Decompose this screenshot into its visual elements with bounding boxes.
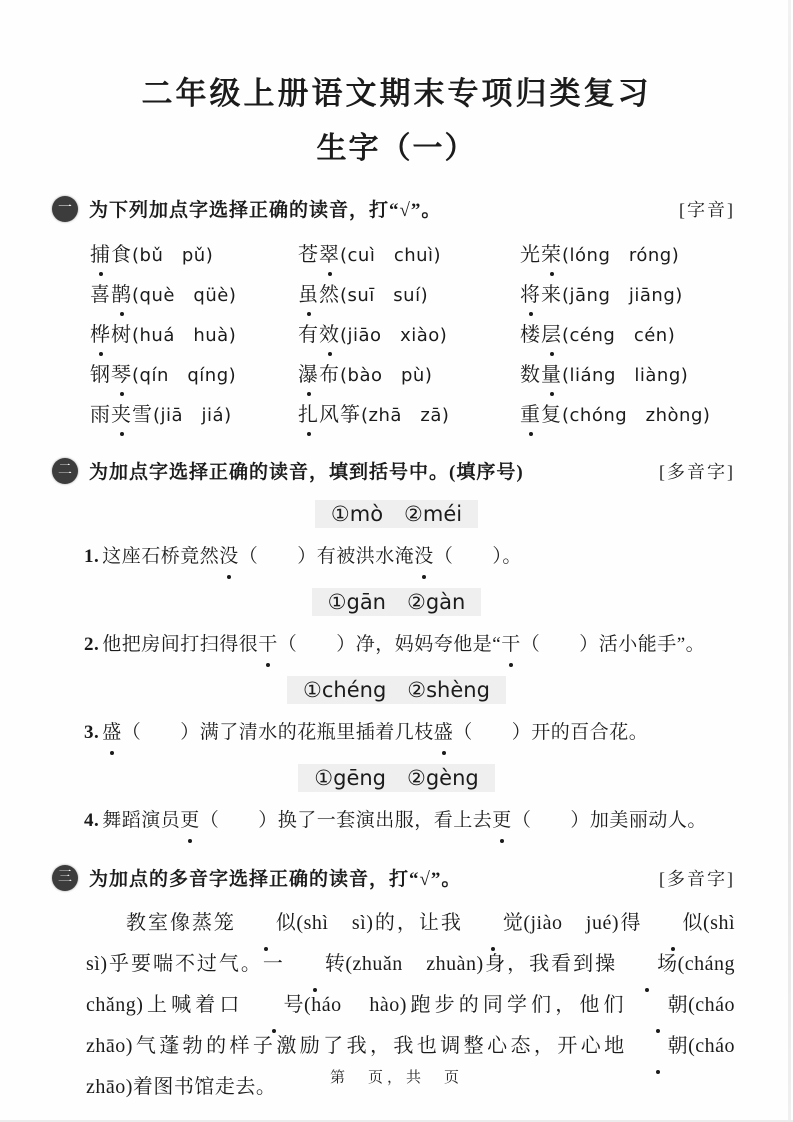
word-item [298, 362, 520, 389]
word-item [520, 242, 753, 269]
word-post: 食 [111, 244, 132, 266]
page-title: 二年级上册语文期末专项归类复习 [141, 76, 652, 111]
fill-in-sentence [84, 542, 737, 572]
pinyin-options-line [0, 674, 793, 704]
word-pinyin-options: (bǔ pǔ) [132, 245, 214, 266]
paragraph-dotted-char: 转 [285, 944, 346, 985]
word-pre: 数 [520, 364, 541, 386]
paragraph-dotted-char: 似 [236, 903, 297, 944]
page-subtitle: 生字（一） [316, 132, 477, 165]
sentence-dotted-char: 干 [258, 630, 278, 660]
word-item [520, 282, 753, 309]
word-post: 然 [319, 284, 340, 306]
sentence-text: 舞蹈演员 [102, 810, 181, 831]
paragraph-text: (háo hào)跑步的同学们，他们 [304, 994, 628, 1016]
paragraph-text: (cháo zhāo)着图书馆走去。 [86, 1035, 756, 1098]
sentence-text: （ ）开的百合花。 [453, 722, 649, 743]
word-item [298, 282, 520, 309]
word-dotted-char: 虽 [298, 282, 319, 309]
word-dotted-char: 将 [520, 282, 541, 309]
sentence-text: （ ）加美丽动人。 [511, 810, 707, 831]
word-item [90, 362, 298, 389]
paragraph-text: (cháng chǎng)上喊着口 [86, 953, 756, 1016]
sentence-text: 他把房间打扫得很 [102, 634, 259, 655]
fill-in-sentence [84, 630, 737, 660]
pinyin-options: ①chéng ②shèng [287, 676, 506, 704]
word-item [90, 322, 298, 349]
word-pre: 楼 [520, 324, 541, 346]
pinyin-options: ①gēng ②gèng [298, 764, 494, 792]
word-dotted-char: 效 [319, 322, 340, 349]
word-pre: 有 [298, 324, 319, 346]
word-dotted-char: 荣 [541, 242, 562, 269]
paragraph-text: (shì sì)乎要喘不过气。一 [86, 912, 756, 975]
pinyin-options: ①mò ②méi [315, 500, 478, 528]
section-1-number-badge: 一 [52, 196, 78, 222]
section-1-heading: 为下列加点字选择正确的读音，打“√”。 [89, 200, 442, 221]
word-pinyin-options: (jāng jiāng) [562, 285, 683, 306]
sentence-dotted-char: 更 [492, 806, 512, 836]
fill-in-sentence [84, 806, 737, 836]
sentence-number: 3. [84, 722, 100, 743]
sentence-dotted-char: 没 [414, 542, 434, 572]
paragraph-dotted-char: 觉 [463, 903, 524, 944]
word-dotted-char: 扎 [298, 402, 319, 429]
word-pinyin-options: (qín qíng) [132, 365, 237, 386]
word-pinyin-options: (céng cén) [562, 325, 676, 346]
word-dotted-char: 夹 [111, 402, 132, 429]
paragraph-dotted-char: 号 [244, 985, 305, 1026]
word-pinyin-options: (què qüè) [132, 285, 237, 306]
word-dotted-char: 捕 [90, 242, 111, 269]
sentence-text: （ ）换了一套演出服，看上去 [199, 810, 493, 831]
sentence-text: 这座石桥竟然 [102, 546, 220, 567]
section-2-number-badge: 二 [52, 458, 78, 484]
section-3-header [52, 864, 735, 891]
pinyin-options-line [0, 762, 793, 792]
paragraph-dotted-char: 朝 [628, 985, 689, 1026]
word-pinyin-options: (zhā zā) [361, 405, 450, 426]
paragraph-text: (shì sì)的，让我 [296, 912, 463, 934]
paragraph-dotted-char: 场 [617, 944, 678, 985]
word-post: 树 [111, 324, 132, 346]
word-dotted-char: 翠 [319, 242, 340, 269]
word-pinyin-options: (jiāo xiào) [340, 325, 448, 346]
fill-in-sentence [84, 718, 737, 748]
sentence-text: （ ）。 [433, 546, 522, 567]
word-pinyin-options: (lóng róng) [562, 245, 680, 266]
word-pre: 光 [520, 244, 541, 266]
section-3-heading: 为加点的多音字选择正确的读音，打“√”。 [89, 869, 462, 890]
word-item [298, 402, 520, 429]
sentence-dotted-char: 没 [219, 542, 239, 572]
word-dotted-char: 鹊 [111, 282, 132, 309]
word-dotted-char: 瀑 [298, 362, 319, 389]
pinyin-options-line [0, 498, 793, 528]
sentence-number: 2. [84, 634, 100, 655]
word-pinyin-options: (cuì chuì) [340, 245, 442, 266]
word-grid [90, 242, 753, 429]
word-pinyin-options: (suī suí) [340, 285, 429, 306]
word-item [520, 322, 753, 349]
word-pinyin-options: (bào pù) [340, 365, 433, 386]
pinyin-options-line [0, 586, 793, 616]
word-post: 布 [319, 364, 340, 386]
word-item [90, 282, 298, 309]
word-dotted-char: 重 [520, 402, 541, 429]
word-post: 风筝 [319, 404, 361, 426]
page-footer: 第 页，共 页 [329, 1070, 463, 1086]
word-dotted-char: 桦 [90, 322, 111, 349]
word-item [298, 242, 520, 269]
word-item [520, 402, 753, 429]
section-2-tag: [多音字] [659, 461, 735, 482]
word-dotted-char: 层 [541, 322, 562, 349]
word-pre: 钢 [90, 364, 111, 386]
sentence-dotted-char: 干 [501, 630, 521, 660]
section-3-number-badge: 三 [52, 865, 78, 891]
sentence-dotted-char: 盛 [434, 718, 454, 748]
word-item [90, 402, 298, 429]
word-item [520, 362, 753, 389]
word-pre: 苍 [298, 244, 319, 266]
sentence-text: （ ）净，妈妈夸他是“ [277, 634, 502, 655]
section-3-tag: [多音字] [659, 868, 735, 889]
word-item [298, 322, 520, 349]
word-item [90, 242, 298, 269]
word-pinyin-options: (liáng liàng) [562, 365, 689, 386]
word-dotted-char: 量 [541, 362, 562, 389]
section-1-tag: [字音] [679, 199, 735, 220]
sentence-text: （ ）满了清水的花瓶里插着几枝 [121, 722, 434, 743]
sentence-number: 4. [84, 810, 100, 831]
word-pinyin-options: (chóng zhòng) [562, 405, 711, 426]
word-pinyin-options: (huá huà) [132, 325, 237, 346]
paragraph-dotted-char: 朝 [628, 1026, 689, 1067]
word-pre: 雨 [90, 404, 111, 426]
sentence-dotted-char: 更 [180, 806, 200, 836]
word-post: 来 [541, 284, 562, 306]
section-2-header [52, 457, 735, 484]
paragraph-dotted-char: 似 [643, 903, 704, 944]
paragraph-text: (jiào jué)得 [523, 912, 643, 934]
sentence-text: （ ）有被洪水淹 [238, 546, 415, 567]
scan-edge-right [788, 0, 791, 1122]
word-pinyin-options: (jiā jiá) [153, 405, 232, 426]
word-pre: 喜 [90, 284, 111, 306]
section-2-heading: 为加点字选择正确的读音，填到括号中。(填序号) [89, 462, 524, 483]
pinyin-options: ①gān ②gàn [312, 588, 482, 616]
word-post: 雪 [132, 404, 153, 426]
sentence-dotted-char: 盛 [102, 718, 122, 748]
sentence-text: （ ）活小能手”。 [520, 634, 706, 655]
word-post: 复 [541, 404, 562, 426]
section-1-header [52, 195, 735, 222]
sentence-number: 1. [84, 546, 100, 567]
paragraph-text: (zhuǎn zhuàn)身，我看到操 [345, 953, 618, 975]
paragraph-text: (cháo zhāo)气蓬勃的样子激励了我，我也调整心态，开心地 [86, 994, 756, 1057]
word-dotted-char: 琴 [111, 362, 132, 389]
paragraph-text: 教室像蒸笼 [126, 912, 236, 934]
